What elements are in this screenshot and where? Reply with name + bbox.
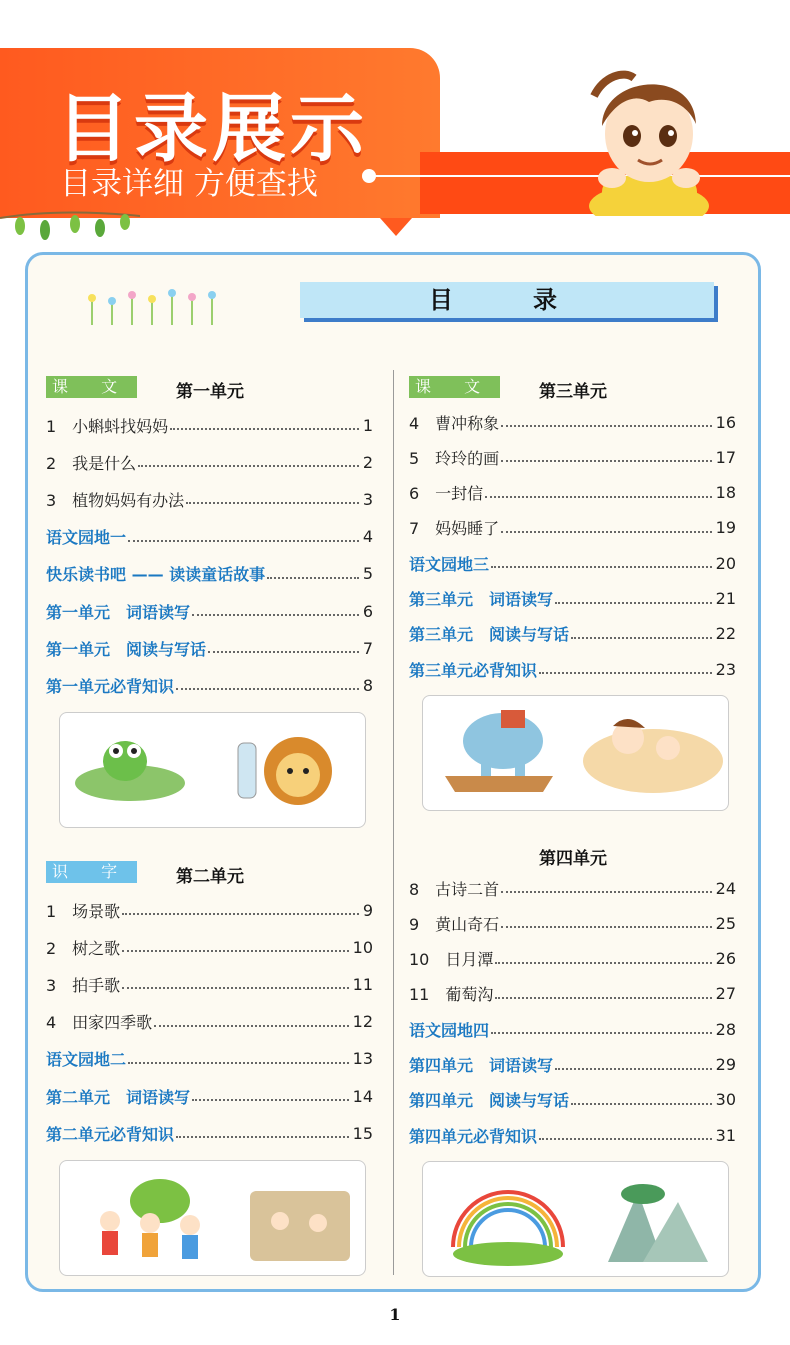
toc-entry[interactable] <box>409 657 736 681</box>
toc-entry[interactable] <box>409 410 736 434</box>
dot-leader <box>501 452 711 462</box>
dot-leader <box>267 569 359 579</box>
toc-entry-label: 第三单元 词语读写 <box>409 590 554 609</box>
section-tag-shizi: 识 字 <box>46 861 137 883</box>
page-number: 1 <box>389 1305 401 1324</box>
flowers-decoration <box>82 285 232 330</box>
toc-entry-page: 20 <box>715 553 736 573</box>
unit-title-4: 第四单元 <box>539 849 607 869</box>
toc-entry-label: 第一单元必背知识 <box>46 676 175 696</box>
elephant-boat-icon <box>423 696 728 810</box>
section-tag-kewen: 课 文 <box>46 376 137 398</box>
dot-leader <box>208 643 359 653</box>
toc-entry[interactable] <box>409 481 736 505</box>
toc-entry-page: 6 <box>362 601 373 621</box>
toc-entry-label: 3 植物妈妈有办法 <box>46 490 185 510</box>
dot-leader <box>192 606 359 616</box>
toc-entry-label: 2 树之歌 <box>46 938 121 958</box>
toc-entry[interactable] <box>46 1121 373 1145</box>
toc-entry-label: 语文园地三 <box>409 554 490 574</box>
toc-entry[interactable] <box>46 972 373 996</box>
toc-entry-page: 27 <box>715 984 736 1004</box>
toc-entry-label: 11 葡萄沟 <box>409 985 494 1005</box>
toc-entry-label: 第四单元 词语读写 <box>409 1056 554 1075</box>
toc-entry[interactable] <box>46 413 373 437</box>
toc-entry-page: 2 <box>362 452 373 472</box>
dot-leader <box>170 420 359 430</box>
toc-entry-page: 10 <box>352 937 373 957</box>
toc-entry-page: 30 <box>715 1090 736 1110</box>
dot-leader <box>485 488 711 498</box>
toc-entry[interactable] <box>46 898 373 922</box>
toc-entry-page: 26 <box>715 949 736 969</box>
unit-title-2: 第二单元 <box>176 867 244 887</box>
toc-entry[interactable] <box>409 876 736 900</box>
toc-entry[interactable] <box>409 911 736 935</box>
dot-leader <box>192 1091 349 1101</box>
toc-entry[interactable] <box>409 516 736 540</box>
toc-entry-page: 16 <box>715 412 736 432</box>
toc-entry-label: 8 古诗二首 <box>409 879 500 899</box>
toc-entry-page: 13 <box>352 1049 373 1069</box>
toc-entry-label: 第三单元 阅读与写话 <box>409 625 570 645</box>
header-banner <box>0 48 790 228</box>
toc-entry-label: 第一单元 词语读写 <box>46 602 191 622</box>
dot-leader <box>501 918 711 928</box>
toc-entry-label: 第四单元必背知识 <box>409 1126 538 1146</box>
toc-entry-page: 29 <box>715 1055 736 1074</box>
toc-entry-label: 4 曹冲称象 <box>409 413 500 433</box>
toc-entry-label: 第四单元 阅读与写话 <box>409 1091 570 1111</box>
toc-entry[interactable] <box>409 1088 736 1112</box>
toc-entry[interactable] <box>409 1053 736 1077</box>
page-title: 目录展示 <box>56 86 368 172</box>
toc-entry-label: 5 玲玲的画 <box>409 448 500 468</box>
toc-entry-label: 1 场景歌 <box>46 901 121 921</box>
toc-entry[interactable] <box>46 599 373 623</box>
toc-entry-page: 25 <box>715 913 736 933</box>
toc-entry-label: 2 我是什么 <box>46 453 137 473</box>
toc-entry-page: 1 <box>362 415 373 435</box>
unit-title-3: 第三单元 <box>539 382 607 402</box>
toc-entry[interactable] <box>409 947 736 971</box>
toc-entry[interactable] <box>46 525 373 549</box>
toc-entry-label: 第一单元 阅读与写话 <box>46 639 207 659</box>
toc-entry-page: 11 <box>352 974 373 994</box>
toc-entry-label: 9 黄山奇石 <box>409 914 500 934</box>
illustration-rainbow-mountain <box>422 1161 729 1277</box>
toc-entry[interactable] <box>409 587 736 611</box>
toc-entry-label: 语文园地一 <box>46 528 127 548</box>
toc-entry-page: 7 <box>362 638 373 658</box>
dot-leader <box>491 1024 712 1034</box>
toc-entry-label: 7 妈妈睡了 <box>409 519 500 539</box>
leaves-decoration <box>0 208 150 248</box>
toc-entry[interactable] <box>46 562 373 586</box>
toc-entry-label: 第二单元 词语读写 <box>46 1087 191 1107</box>
illustration-elephant-sleep <box>422 695 729 811</box>
toc-entry-page: 28 <box>715 1019 736 1039</box>
page-subtitle: 目录详细 方便查找 <box>60 166 318 202</box>
toc-entry-label: 语文园地四 <box>409 1020 490 1040</box>
dot-leader <box>122 905 359 915</box>
toc-entry-label: 第二单元必背知识 <box>46 1124 175 1144</box>
dot-leader <box>555 594 712 604</box>
illustration-children-field <box>59 1160 366 1276</box>
dot-leader <box>539 1130 712 1140</box>
toc-entry-page: 3 <box>362 489 373 509</box>
toc-entry[interactable] <box>409 1123 736 1147</box>
toc-heading: 目 录 <box>300 282 714 318</box>
column-divider <box>393 370 394 1275</box>
dot-leader <box>501 883 711 893</box>
dot-leader <box>176 680 359 690</box>
toc-entry-page: 24 <box>715 878 736 898</box>
rainbow-mountain-icon <box>423 1162 728 1276</box>
dot-leader <box>571 629 712 639</box>
toc-entry[interactable] <box>409 551 736 575</box>
toc-entry[interactable] <box>46 935 373 959</box>
toc-entry[interactable] <box>46 1010 373 1034</box>
toc-entry-label: 4 田家四季歌 <box>46 1013 153 1033</box>
dot-leader <box>491 558 712 568</box>
dot-leader <box>128 1054 349 1064</box>
toc-entry-page: 21 <box>715 589 736 608</box>
toc-entry[interactable] <box>409 445 736 469</box>
dot-leader <box>539 664 712 674</box>
unit-title-1: 第一单元 <box>176 382 244 402</box>
toc-entry-page: 22 <box>715 624 736 644</box>
dot-leader <box>501 417 711 427</box>
toc-entry-label: 第三单元必背知识 <box>409 660 538 680</box>
toc-entry-page: 23 <box>715 659 736 679</box>
toc-entry[interactable] <box>46 636 373 660</box>
toc-entry-page: 5 <box>362 564 373 584</box>
toc-entry[interactable] <box>46 487 373 511</box>
toc-entry-page: 18 <box>715 483 736 503</box>
toc-entry-page: 17 <box>715 447 736 467</box>
toc-entry[interactable] <box>409 622 736 646</box>
dot-leader <box>138 457 359 467</box>
toc-entry-label: 10 日月潭 <box>409 950 494 970</box>
toc-entry[interactable] <box>46 1047 373 1071</box>
dot-leader <box>122 942 348 952</box>
dot-leader <box>186 494 359 504</box>
toc-entry-page: 8 <box>362 675 373 695</box>
illustration-tadpole-lion <box>59 712 366 828</box>
dot-leader <box>571 1095 712 1105</box>
toc-entry[interactable] <box>46 673 373 697</box>
toc-entry-label: 1 小蝌蚪找妈妈 <box>46 416 169 436</box>
toc-entry-label: 6 一封信 <box>409 484 484 504</box>
toc-entry[interactable] <box>409 982 736 1006</box>
dot-leader <box>122 979 348 989</box>
toc-entry[interactable] <box>46 450 373 474</box>
toc-entry-page: 19 <box>715 518 736 538</box>
toc-entry[interactable] <box>46 1084 373 1108</box>
toc-entry-page: 4 <box>362 527 373 547</box>
frog-lion-icon <box>60 713 365 827</box>
dot-leader <box>495 954 711 964</box>
toc-entry-label: 3 拍手歌 <box>46 975 121 995</box>
dot-leader <box>555 1060 712 1070</box>
boy-illustration <box>574 56 724 216</box>
toc-entry-page: 15 <box>352 1123 373 1143</box>
dot-leader <box>128 532 359 542</box>
dot-leader <box>176 1128 349 1138</box>
dot-leader <box>495 989 711 999</box>
toc-entry-page: 14 <box>352 1086 373 1106</box>
toc-entry-label: 快乐读书吧 —— 读读童话故事 <box>46 565 266 585</box>
section-tag-kewen-2: 课 文 <box>409 376 500 398</box>
toc-entry-page: 31 <box>715 1125 736 1145</box>
dot-leader <box>501 523 711 533</box>
toc-entry[interactable] <box>409 1017 736 1041</box>
dot-leader <box>154 1017 348 1027</box>
children-scene-icon <box>60 1161 365 1275</box>
toc-entry-label: 语文园地二 <box>46 1050 127 1070</box>
toc-entry-page: 12 <box>352 1012 373 1032</box>
toc-entry-page: 9 <box>362 900 373 920</box>
